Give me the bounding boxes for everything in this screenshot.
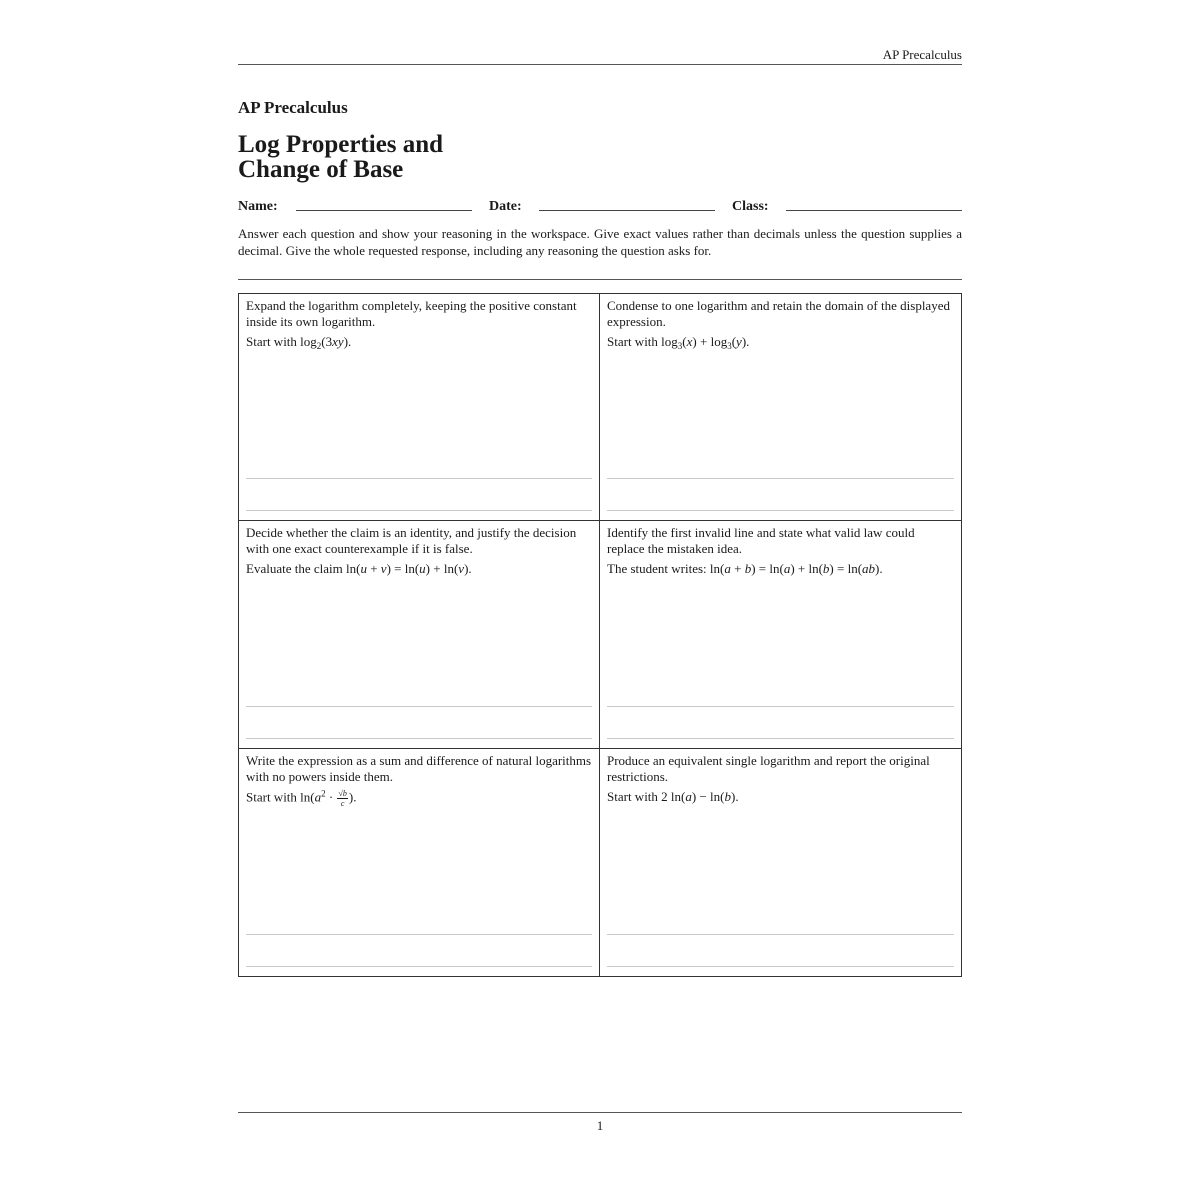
question-start: Start with $\log_3(x) + \log_3(y)$. (607, 334, 750, 351)
question-grid (238, 293, 962, 977)
header-rule (238, 64, 962, 65)
answer-line[interactable] (246, 510, 592, 511)
start-label: Start with (607, 334, 658, 349)
question-cell-6 (600, 749, 961, 976)
answer-line[interactable] (607, 478, 954, 479)
answer-line[interactable] (607, 738, 954, 739)
question-prompt: Identify the first invalid line and state what valid law could replace the mistaken idea. (607, 525, 915, 557)
instructions: Answer each question and show your reasoning in the workspace. Give exact values rather than decimals unless the question supplies a decimal. Give the whole requested response, including any reasoning the question asks for. (238, 226, 962, 258)
page-number: 1 (596, 1118, 604, 1133)
question-start: Start with $\ln(a^2$ · $\frac{√b}{c}$ ). (246, 788, 357, 808)
start-label: Evaluate the claim (246, 561, 343, 577)
question-cell-5 (239, 749, 600, 976)
question-start: Evaluate the claim ln(u + v) = ln(u) + ln(v). (246, 561, 472, 577)
section-divider (238, 279, 962, 280)
question-prompt: Produce an equivalent single logarithm and report the original restrictions. (607, 752, 930, 784)
question-prompt: Condense to one logarithm and retain the domain of the displayed expression. (607, 298, 950, 329)
document-title (238, 132, 578, 182)
answer-line[interactable] (607, 966, 954, 967)
class-label: Class: (732, 199, 769, 214)
name-field[interactable] (296, 210, 472, 211)
answer-line[interactable] (246, 738, 592, 739)
question-cell-4 (600, 521, 961, 748)
question-start: The student writes: ln(a + b) = ln(a) + ln(b) = ln(ab). (607, 561, 883, 577)
question-start: Start with $\log_2(3xy)$. (246, 334, 352, 351)
answer-line[interactable] (607, 934, 954, 935)
answer-line[interactable] (607, 510, 954, 511)
date-label: Date: (489, 199, 522, 214)
question-cell-3 (239, 521, 600, 748)
question-start: Start with 2 ln(a) − ln(b). (607, 788, 739, 804)
title-line-2: Change of Base (238, 156, 404, 183)
question-cell-1 (239, 294, 600, 521)
answer-line[interactable] (607, 706, 954, 707)
title-line-1: Log Properties and (238, 131, 444, 158)
student-info-fields (238, 199, 962, 219)
start-label: Start with (246, 789, 297, 805)
name-label: Name: (238, 199, 278, 214)
question-prompt: Expand the logarithm completely, keeping the positive constant inside its own logarithm. (246, 298, 577, 329)
start-label: Start with (246, 334, 297, 349)
class-field[interactable] (786, 210, 962, 211)
course-title: AP Precalculus (238, 98, 348, 117)
answer-line[interactable] (246, 478, 592, 479)
question-prompt: Write the expression as a sum and difference of natural logarithms with no powers inside them. (246, 752, 592, 784)
running-header: AP Precalculus (882, 47, 962, 62)
answer-line[interactable] (246, 934, 592, 935)
worksheet-page (238, 0, 962, 1200)
date-field[interactable] (539, 210, 715, 211)
question-cell-2 (600, 294, 961, 521)
fraction: $\frac{√b}{c}$ (338, 788, 347, 808)
answer-line[interactable] (246, 966, 592, 967)
answer-line[interactable] (246, 706, 592, 707)
footer-rule (238, 1112, 962, 1113)
start-label: The student writes: (607, 561, 707, 577)
question-prompt: Decide whether the claim is an identity, and justify the decision with one exact counterexample if it is false. (246, 525, 577, 557)
start-label: Start with (607, 788, 658, 804)
